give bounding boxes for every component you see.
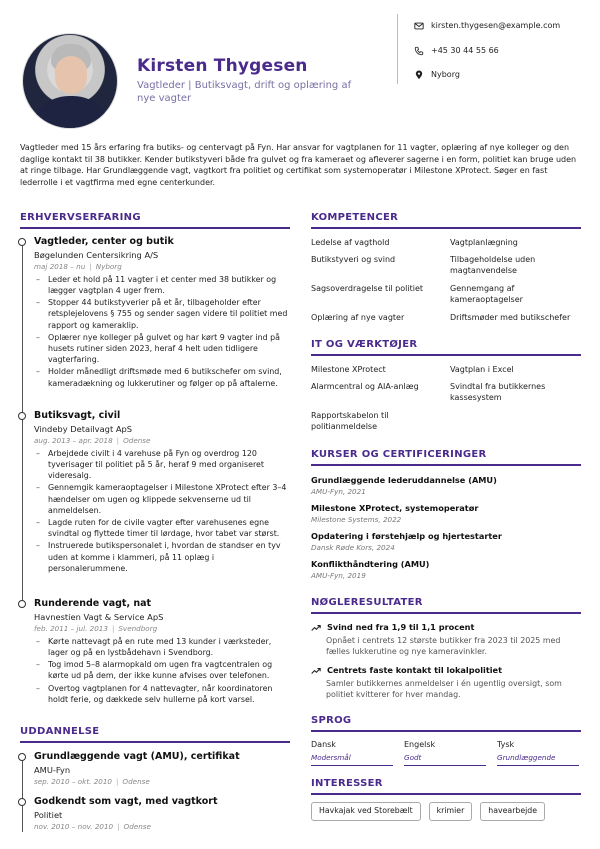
interest-tags — [311, 802, 545, 821]
job-location: Nyborg — [95, 262, 122, 271]
skill-item: Tilbageholdelse uden magtanvendelse — [450, 255, 536, 276]
contact-email[interactable] — [413, 19, 560, 33]
skills-heading: KOMPETENCER — [311, 212, 399, 223]
education-dates: nov. 2010 – nov. 2010 — [34, 822, 114, 831]
course-title: Milestone XProtect, systemoperatør — [311, 503, 479, 513]
language-item — [497, 740, 587, 766]
tool-item: Rapportskabelon til politianmeldelse — [311, 411, 389, 432]
course-title: Grundlæggende lederuddannelse (AMU) — [311, 475, 497, 485]
interests-heading: INTERESSER — [311, 778, 383, 789]
skill-item: Butikstyveri og svind — [311, 255, 396, 264]
interest-tag: krimier — [429, 802, 473, 821]
education-meta: nov. 2010 – nov. 2010 | Odense — [34, 822, 151, 831]
timeline-dot — [18, 238, 26, 246]
result-title-row — [311, 665, 581, 676]
job-title: Runderende vagt, nat — [34, 598, 152, 609]
result-entry — [311, 622, 581, 658]
trend-up-icon — [311, 624, 321, 632]
skill-item: Sagsoverdragelse til politiet — [311, 284, 424, 293]
person-name: Kirsten Thygesen — [137, 56, 308, 76]
job-bullet: – Tog imod 5–8 alarmopkald om ugen fra vagtcentralen og kørte ud på dem, der ikke kunne afvises over telefonen. — [34, 659, 289, 681]
profile-summary: Vagtleder med 15 års erfaring fra butiks- og centervagt på Fyn. Har ansvar for vagtplanen for 11 vagter, oplæring af nye kolleger og den daglige kontakt til 38 butikker. Kender butikstyveri både fra gulvet og fra kameraet og afleverer sagerne i en form, politiet kan bruge uden at ringe tilbage. Har Grundlæggende vagt, vagtkort fra politiet og certifikat som systemoperatør i Milestone XProtect. Søger en fast lederrolle i et vagtfirma med egne centerkunder. — [20, 143, 577, 187]
school-name: AMU-Fyn — [34, 764, 71, 775]
interest-tag: havearbejde — [480, 802, 545, 821]
course-title: Opdatering i førstehjælp og hjertestarter — [311, 531, 502, 541]
skill-item: Oplæring af nye vagter — [311, 313, 405, 322]
tool-item: Vagtplan i Excel — [450, 365, 514, 374]
job-bullet: – Overtog vagtplanen for 4 nattevagter, når koordinatoren holdt ferie, og dækkede selv hullerne på kort varsel. — [34, 683, 289, 705]
job-meta: maj 2018 – nu | Nyborg — [34, 262, 122, 271]
job-dates: maj 2018 – nu — [34, 262, 86, 271]
degree-title: Grundlæggende vagt (AMU), certifikat — [34, 751, 240, 762]
education-location: Odense — [123, 822, 151, 831]
job-bullets — [34, 636, 289, 705]
job-company: Vindeby Detailvagt ApS — [34, 423, 133, 434]
course-entry — [311, 503, 581, 525]
experience-heading: ERHVERVSERFARING — [20, 212, 141, 223]
courses-heading: KURSER OG CERTIFICERINGER — [311, 449, 487, 460]
job-company: Bøgelunden Centersikring A/S — [34, 249, 159, 260]
language-name: Tysk — [497, 740, 515, 749]
job-tagline: Vagtleder | Butiksvagt, drift og oplæring af nye vagter — [137, 80, 352, 104]
education-meta: sep. 2010 – okt. 2010 | Odense — [34, 777, 150, 786]
school-name: Politiet — [34, 809, 63, 820]
resume-header — [0, 0, 600, 130]
education-location: Odense — [122, 777, 150, 786]
education-entry — [34, 796, 289, 832]
tools-heading: IT OG VÆRKTØJER — [311, 339, 418, 350]
language-level: Godt — [404, 753, 486, 766]
phone-icon — [413, 46, 424, 57]
job-title: Vagtleder, center og butik — [34, 236, 174, 247]
result-entry — [311, 665, 581, 701]
education-timeline — [22, 760, 23, 832]
result-title-row — [311, 622, 581, 633]
skill-item: Driftsmøder med butikschefer — [450, 313, 571, 322]
interests-rule — [311, 793, 581, 795]
contact-location — [413, 68, 460, 82]
tool-item: Milestone XProtect — [311, 365, 386, 374]
skill-item: Gennemgang af kameraoptagelser — [450, 284, 523, 305]
timeline-dot — [18, 753, 26, 761]
location-text: Nyborg — [431, 69, 460, 79]
skill-item: Vagtplanlægning — [450, 238, 518, 247]
job-title: Butiksvagt, civil — [34, 410, 121, 421]
job-meta: feb. 2011 – jul. 2013 | Svendborg — [34, 624, 158, 633]
tools-rule — [311, 354, 581, 356]
course-provider: AMU-Fyn, 2021 — [311, 487, 366, 497]
language-name: Dansk — [311, 740, 336, 749]
job-bullet: – Arbejdede civilt i 4 varehuse på Fyn og overdrog 120 tyverisager til politiet på 5 år, heraf 9 med organiseret videresalg. — [34, 448, 289, 482]
job-dates: feb. 2011 – jul. 2013 — [34, 624, 108, 633]
language-item — [311, 740, 401, 766]
result-description: Samler butikkernes anmeldelser i én ugentlig oversigt, som politiet kvitterer for hver mandag. — [326, 679, 562, 700]
job-entry — [34, 236, 289, 390]
job-bullet: – Lagde ruten for de civile vagter efter varehusenes egne svindtal og flyttede timer til lørdage, hvor tabet var størst. — [34, 517, 289, 539]
job-entry — [34, 598, 289, 706]
job-bullet: – Stopper 44 butikstyverier på et år, tilbageholder efter retsplejelovens § 755 og sender sagen videre til politiet med rapport og kameraklip. — [34, 297, 289, 331]
job-bullet: – Holder månedligt driftsmøde med 6 butikschefer om svind, kameradækning og lukkerutiner og følger op på aftalerne. — [34, 366, 289, 388]
email-text[interactable]: kirsten.thygesen@example.com — [431, 20, 561, 30]
experience-timeline — [22, 245, 23, 605]
results-rule — [311, 612, 581, 614]
contact-phone[interactable] — [413, 44, 499, 58]
language-item — [404, 740, 494, 766]
job-bullet: – Oplærer nye kolleger på gulvet og har kørt 9 vagter ind på husets rutiner siden 2023, heraf 4 helt uden tidligere vagterfaring. — [34, 332, 289, 366]
skills-rule — [311, 227, 581, 229]
course-provider: Milestone Systems, 2022 — [311, 515, 402, 525]
languages-heading: SPROG — [311, 715, 352, 726]
education-heading: UDDANNELSE — [20, 726, 100, 737]
course-provider: AMU-Fyn, 2019 — [311, 571, 366, 581]
timeline-dot — [18, 798, 26, 806]
course-provider: Dansk Røde Kors, 2024 — [311, 543, 395, 553]
profile-photo — [22, 33, 118, 129]
course-entry — [311, 475, 581, 497]
language-level: Modersmål — [311, 753, 393, 766]
degree-title: Godkendt som vagt, med vagtkort — [34, 796, 218, 807]
language-name: Engelsk — [404, 740, 436, 749]
envelope-icon — [413, 21, 424, 32]
tool-item: Svindtal fra butikkernes kassesystem — [450, 382, 546, 403]
course-entry — [311, 559, 581, 581]
education-entry — [34, 751, 289, 787]
job-entry — [34, 410, 289, 575]
experience-rule — [20, 227, 290, 229]
education-dates: sep. 2010 – okt. 2010 — [34, 777, 112, 786]
result-title: Svind ned fra 1,9 til 1,1 procent — [327, 622, 475, 632]
job-meta: aug. 2013 – apr. 2018 | Odense — [34, 436, 151, 445]
timeline-dot — [18, 600, 26, 608]
skill-item: Ledelse af vagthold — [311, 238, 390, 247]
job-bullet: – Kørte nattevagt på en rute med 13 kunder i værksteder, lager og på en lystbådehavn i Svendborg. — [34, 636, 289, 658]
interest-tag: Havkajak ved Storebælt — [311, 802, 421, 821]
course-entry — [311, 531, 581, 553]
languages-rule — [311, 730, 581, 732]
contact-divider — [397, 14, 398, 84]
job-location: Svendborg — [118, 624, 158, 633]
job-location: Odense — [123, 436, 151, 445]
result-title: Centrets faste kontakt til lokalpolitiet — [327, 665, 503, 675]
tool-item: Alarmcentral og AIA-anlæg — [311, 382, 419, 391]
course-title: Konflikthåndtering (AMU) — [311, 559, 430, 569]
results-heading: NØGLERESULTATER — [311, 597, 423, 608]
language-level: Grundlæggende — [497, 753, 579, 766]
job-bullets — [34, 274, 289, 389]
courses-rule — [311, 464, 581, 466]
job-company: Havnestien Vagt & Service ApS — [34, 611, 164, 622]
job-bullet: – Instruerede butikspersonalet i, hvordan de standser en tyv uden at komme i klammeri, på 11 oplæg i personalerummene. — [34, 540, 289, 574]
map-pin-icon — [413, 70, 424, 81]
job-dates: aug. 2013 – apr. 2018 — [34, 436, 113, 445]
result-description: Opnået i centrets 12 største butikker fra 2023 til 2025 med fælles lukkerutine og nye kameravinkler. — [326, 636, 561, 657]
timeline-dot — [18, 412, 26, 420]
job-bullets — [34, 448, 289, 574]
trend-up-icon — [311, 667, 321, 675]
job-bullet: – Gennemgik kameraoptagelser i Milestone XProtect efter 3–4 hændelser om ugen og klippede sekvenserne ud til anmeldelsen. — [34, 482, 289, 516]
phone-text: +45 30 44 55 66 — [431, 45, 499, 55]
job-bullet: – Leder et hold på 11 vagter i et center med 38 butikker og lægger vagtplan 4 uger frem. — [34, 274, 289, 296]
education-rule — [20, 741, 290, 743]
